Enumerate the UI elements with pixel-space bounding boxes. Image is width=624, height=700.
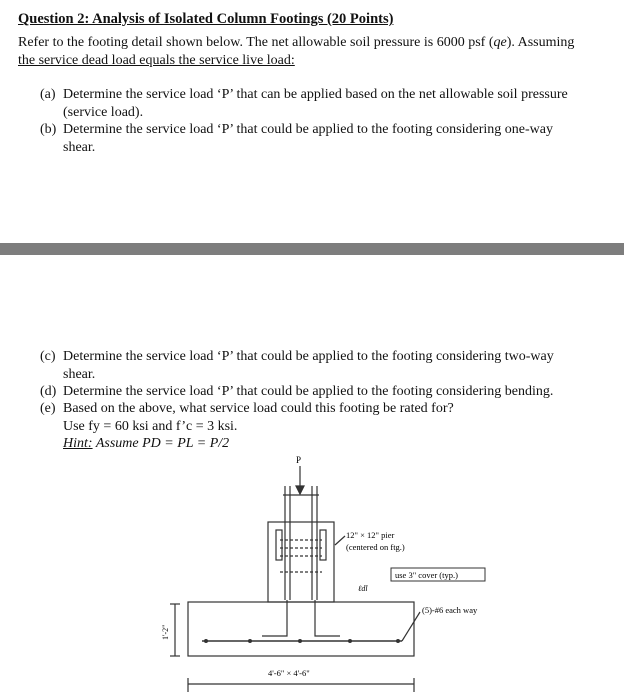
pier-label-line-1: 12" × 12" pier bbox=[346, 530, 395, 540]
use-line: Use fy = 60 ksi and f’c = 3 ksi. bbox=[63, 419, 238, 434]
dowel-left bbox=[262, 600, 287, 636]
part-b-line-1: Determine the service load ‘P’ that could be applied to the footing considering one-way bbox=[63, 122, 553, 137]
dowel-right bbox=[315, 600, 340, 636]
depth-label: 1'-2" bbox=[161, 624, 170, 640]
bars-label: (5)-#6 each way bbox=[422, 605, 478, 615]
question-title: Question 2: Analysis of Isolated Column Footings (20 Points) bbox=[18, 11, 394, 27]
part-d-label: (d) bbox=[40, 384, 57, 399]
part-a-line-1: Determine the service load ‘P’ that can be applied based on the net allowable soil pressure bbox=[63, 87, 568, 102]
part-b-line-2: shear. bbox=[63, 140, 96, 155]
load-label: P bbox=[296, 455, 302, 465]
part-d-line-1: Determine the service load ‘P’ that could be applied to the footing considering bending. bbox=[63, 384, 554, 399]
bars-leader bbox=[402, 612, 420, 641]
hint-line: Hint: Assume PD = PL = P/2 bbox=[63, 436, 230, 451]
intro-line-1: Refer to the footing detail shown below. The net allowable soil pressure is 6000 psf (qe). Assuming bbox=[18, 35, 575, 50]
part-c-line-1: Determine the service load ‘P’ that could be applied to the footing considering two-way bbox=[63, 349, 554, 364]
pier-outline bbox=[268, 522, 334, 602]
part-c-label: (c) bbox=[40, 349, 56, 364]
pier-label-line-2: (centered on ftg.) bbox=[346, 542, 405, 552]
part-b-label: (b) bbox=[40, 122, 57, 137]
plan-label: 4'-6" × 4'-6" bbox=[268, 668, 310, 678]
qe-symbol: qe bbox=[493, 35, 507, 50]
rebar-dot bbox=[298, 639, 302, 643]
pier-leader bbox=[335, 536, 345, 545]
footing-outline bbox=[188, 602, 414, 656]
part-e-line-1: Based on the above, what service load could this footing be rated for? bbox=[63, 401, 454, 416]
rebar-dot bbox=[204, 639, 208, 643]
dev-length-label: ℓdl bbox=[358, 584, 368, 593]
intro-line-2: the service dead load equals the service live load: bbox=[18, 53, 295, 68]
part-c-line-2: shear. bbox=[63, 367, 96, 382]
load-arrowhead bbox=[296, 486, 304, 494]
rebar-dot bbox=[396, 639, 400, 643]
part-a-line-2: (service load). bbox=[63, 105, 144, 120]
cover-label: use 3" cover (typ.) bbox=[395, 570, 458, 580]
part-a-label: (a) bbox=[40, 87, 56, 102]
part-e-label: (e) bbox=[40, 401, 56, 416]
rebar-dot bbox=[248, 639, 252, 643]
rebar-dot bbox=[348, 639, 352, 643]
